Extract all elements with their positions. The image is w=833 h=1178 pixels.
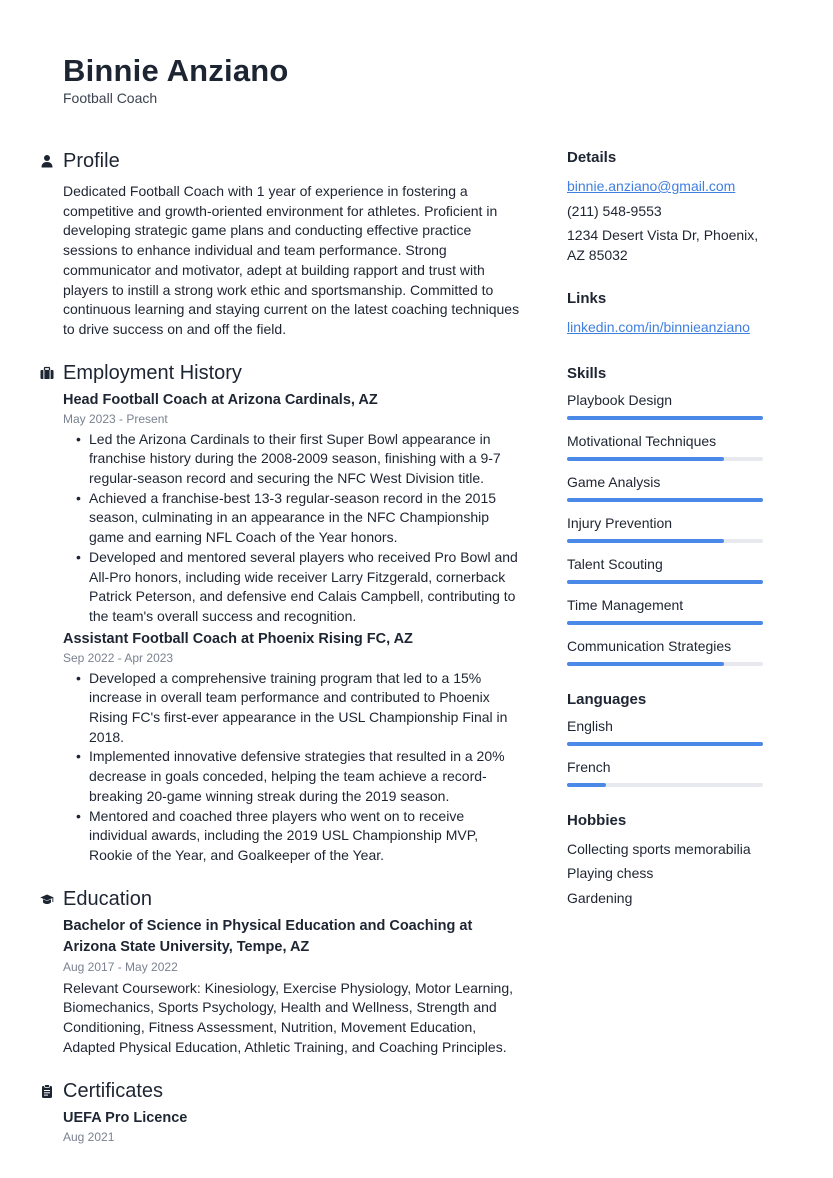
language-item xyxy=(567,716,767,746)
skill-name: Playbook Design xyxy=(567,391,673,408)
resume-header xyxy=(63,52,289,106)
job-bullet: • Mentored and coached three players who went on to receive individual awards, including the 2019 USL Championship MVP, Rookie of the Year, and Goalkeeper of the Year. xyxy=(77,807,520,866)
skill-item xyxy=(567,431,767,461)
certificate-date: Aug 2021 xyxy=(63,1129,115,1144)
skill-level-bar xyxy=(567,621,763,625)
skill-name: Motivational Techniques xyxy=(567,432,717,449)
education-description: Relevant Coursework: Kinesiology, Exercise Physiology, Motor Learning, Biomechanics, Sports Psychology, Health and Wellness, Strength and Conditioning, Fitness Assessment, Nutrition, Movement Education, Adapted Physical Education, Athletic Training, and Coaching Principles. xyxy=(63,979,514,1055)
job-bullets xyxy=(63,430,520,627)
education-title: Bachelor of Science in Physical Education and Coaching at Arizona State University, Tempe, AZ xyxy=(63,917,473,956)
candidate-title: Football Coach xyxy=(63,90,158,106)
certificate-title: UEFA Pro Licence xyxy=(63,1109,188,1126)
skill-level-bar xyxy=(567,416,763,420)
job-bullet: • Achieved a franchise-best 13-3 regular-season record in the 2015 season, culminating in an appearance in the NFC Championship game and earning NFL Coach of the Year honors. xyxy=(77,489,520,548)
languages-list xyxy=(567,716,767,787)
profile-heading: Profile xyxy=(63,150,120,172)
level-bar-fill xyxy=(567,498,763,502)
job-date: May 2023 - Present xyxy=(63,411,168,426)
skills-heading: Skills xyxy=(567,364,607,382)
level-bar-fill xyxy=(567,783,606,787)
skill-item xyxy=(567,636,767,666)
skill-name: Time Management xyxy=(567,596,684,613)
skill-level-bar xyxy=(567,662,763,666)
skill-name: Communication Strategies xyxy=(567,637,732,654)
linkedin-link[interactable]: linkedin.com/in/binnieanziano xyxy=(567,319,750,335)
skill-item xyxy=(567,554,767,584)
skill-level-bar xyxy=(567,498,763,502)
main-column xyxy=(40,148,520,1166)
education-section xyxy=(40,886,520,1058)
profile-summary: Dedicated Football Coach with 1 year of experience in fostering a competitive and growth-oriented environment for athletes. Proficient in developing strategic game plans and conducting effective practice sessions to enhance individual and team performance. Strong communicator and motivator, adept at building rapport and trust with players to instill a strong work ethic and sportsmanship. Committed to continuous learning and staying current on the latest coaching techniques to drive success on and off the field. xyxy=(63,183,520,337)
skills-list xyxy=(567,390,767,666)
hobby-item: Playing chess xyxy=(567,865,654,881)
job-entry xyxy=(63,629,520,866)
job-bullet: • Implemented innovative defensive strategies that resulted in a 20% decrease in goals conceded, helping the team achieve a record-breaking 20-game winning streak during the 2019 season. xyxy=(77,747,520,806)
skill-item xyxy=(567,472,767,502)
skills-section xyxy=(567,364,767,666)
job-title: Assistant Football Coach at Phoenix Rising FC, AZ xyxy=(63,630,413,647)
briefcase-icon xyxy=(40,366,54,380)
address: 1234 Desert Vista Dr, Phoenix, AZ 85032 xyxy=(567,227,759,263)
sidebar xyxy=(567,148,767,934)
person-icon xyxy=(40,154,54,168)
level-bar-fill xyxy=(567,621,763,625)
languages-heading: Languages xyxy=(567,690,647,708)
candidate-name: Binnie Anziano xyxy=(63,53,289,88)
job-date: Sep 2022 - Apr 2023 xyxy=(63,650,174,665)
level-bar-fill xyxy=(567,662,724,666)
employment-heading: Employment History xyxy=(63,361,242,384)
job-bullet: • Developed a comprehensive training program that led to a 15% increase in overall team performance and contributed to Phoenix Rising FC's first-ever appearance in the USL Championship Final in 2018. xyxy=(77,669,520,748)
clipboard-icon xyxy=(40,1084,54,1098)
education-date: Aug 2017 - May 2022 xyxy=(63,959,178,974)
skill-level-bar xyxy=(567,457,763,461)
language-level-bar xyxy=(567,742,763,746)
level-bar-fill xyxy=(567,742,763,746)
languages-section xyxy=(567,690,767,787)
graduation-cap-icon xyxy=(40,892,54,906)
skill-item xyxy=(567,595,767,625)
details-section xyxy=(567,148,767,265)
profile-section xyxy=(40,148,520,340)
hobby-item: Collecting sports memorabilia xyxy=(567,840,751,857)
language-item xyxy=(567,757,767,787)
skill-name: Game Analysis xyxy=(567,473,661,490)
job-bullet: • Led the Arizona Cardinals to their first Super Bowl appearance in franchise history during the 2008-2009 season, finishing with a 9-7 regular-season record and securing the NFC West Division title. xyxy=(77,430,520,489)
phone-number: (211) 548-9553 xyxy=(567,202,662,219)
hobby-item: Gardening xyxy=(567,889,633,906)
skill-item xyxy=(567,513,767,543)
level-bar-fill xyxy=(567,539,724,543)
skill-name: Talent Scouting xyxy=(567,555,663,572)
level-bar-fill xyxy=(567,580,763,584)
hobbies-section xyxy=(567,811,767,911)
employment-section xyxy=(40,360,520,866)
education-heading: Education xyxy=(63,887,152,910)
language-name: French xyxy=(567,758,611,775)
certificates-section xyxy=(40,1078,520,1146)
email-link[interactable]: binnie.anziano@gmail.com xyxy=(567,178,736,194)
skill-name: Injury Prevention xyxy=(567,514,673,531)
level-bar-fill xyxy=(567,457,724,461)
links-heading: Links xyxy=(567,290,607,307)
skill-item xyxy=(567,390,767,420)
links-section xyxy=(567,289,767,340)
level-bar-fill xyxy=(567,416,763,420)
certificates-heading: Certificates xyxy=(63,1079,164,1102)
skill-level-bar xyxy=(567,580,763,584)
details-heading: Details xyxy=(567,149,617,166)
job-entry xyxy=(63,390,520,627)
skill-level-bar xyxy=(567,539,763,543)
hobbies-heading: Hobbies xyxy=(567,811,627,829)
job-title: Head Football Coach at Arizona Cardinals, AZ xyxy=(63,391,378,408)
job-bullets xyxy=(63,669,520,866)
job-bullet: • Developed and mentored several players who received Pro Bowl and All-Pro honors, including wide receiver Larry Fitzgerald, cornerback Patrick Peterson, and defensive end Calais Campbell, contributing to the team's overall success and recognition. xyxy=(77,548,520,627)
language-level-bar xyxy=(567,783,763,787)
language-name: English xyxy=(567,717,613,734)
